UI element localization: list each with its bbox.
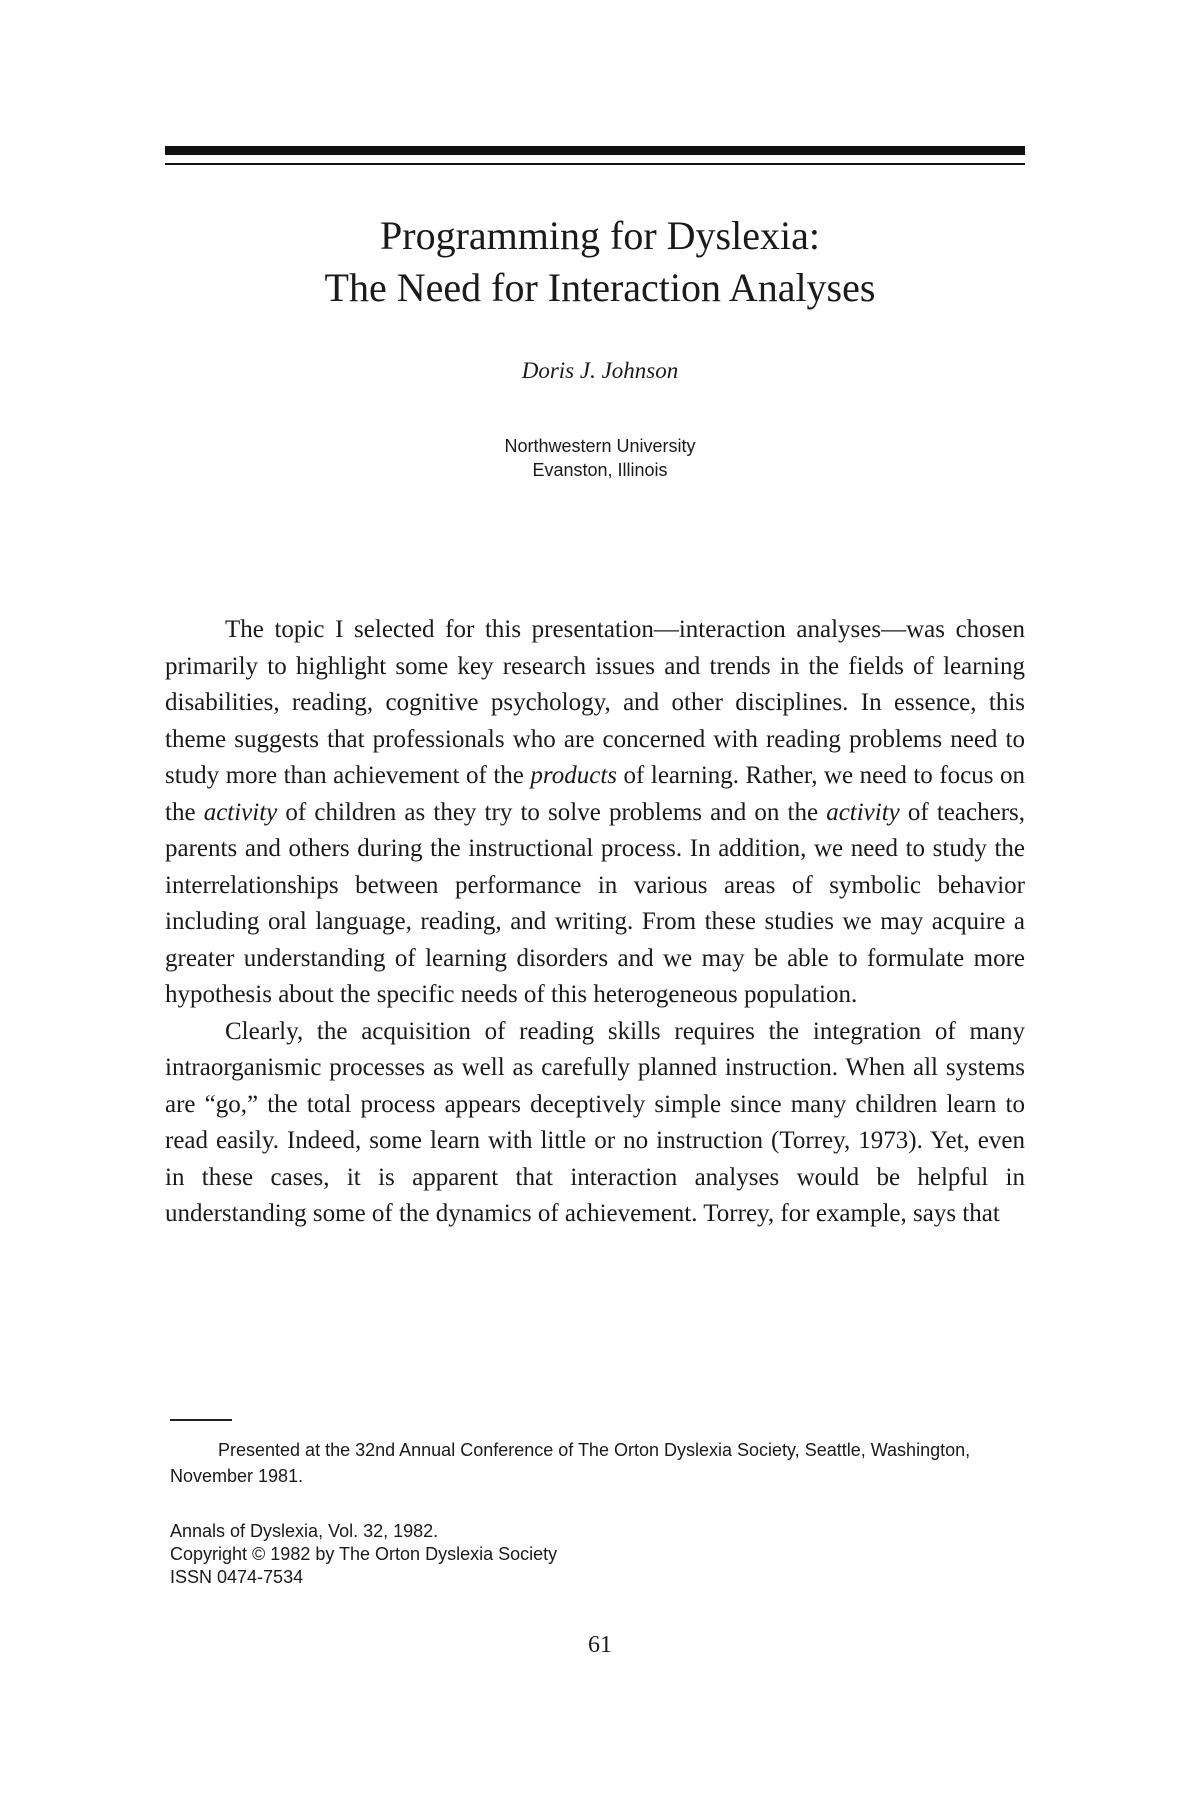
emphasis-products: products: [530, 762, 617, 789]
emphasis-activity: activity: [826, 798, 900, 826]
body-paragraph-1: [165, 612, 1025, 1014]
affiliation-location: Evanston, Illinois: [532, 460, 668, 480]
issn: ISSN 0474-7534: [170, 1567, 304, 1587]
body-text-run: The topic I selected for this presentation—interaction analyses—was chosen primarily to highlight some key research issues and trends in the fields of learning disabilities, reading, cognitive psychology, and other disciplines. In essence, this theme suggests that professionals who are concerned with reading problems need to study more than achievement of the: [165, 616, 1025, 789]
emphasis-activity: activity: [203, 798, 278, 826]
header-rule-thick: [165, 146, 1025, 155]
title-line-1: Programming for Dyslexia:: [380, 213, 820, 258]
affiliation-institution: Northwestern University: [504, 436, 696, 456]
body-paragraph-2: Clearly, the acquisition of reading skills requires the integration of many intraorganismic processes as well as carefully planned instruction. When all systems are “go,” the total process appears deceptively simple since many children learn to read easily. Indeed, some learn with little or no instruction (Torrey, 1973). Yet, even in these cases, it is apparent that interaction analyses would be helpful in understanding some of the dynamics of achievement. Torrey, for example, says that: [165, 1017, 1025, 1227]
journal-citation: Annals of Dyslexia, Vol. 32, 1982.: [170, 1521, 439, 1541]
author-name: Doris J. Johnson: [521, 358, 679, 383]
body-text-run: of teachers, parents and others during the instructional process. In addition, we need to study the interrelationships between performance in various areas of symbolic behavior including oral language, reading, and writing. From these studies we may acquire a greater understanding of learning disorders and we may be able to formulate more hypothesis about the specific needs of this heterogeneous population.: [165, 798, 1025, 1008]
footnote: Presented at the 32nd Annual Conference of The Orton Dyslexia Society, Seattle, Washington, November 1981.: [170, 1440, 971, 1486]
header-rule-thin: [165, 163, 1025, 165]
page-number: 61: [588, 1632, 612, 1658]
publication-info: [170, 1520, 1025, 1589]
copyright-notice: Copyright © 1982 by The Orton Dyslexia Society: [170, 1544, 558, 1564]
author-affiliation: [100, 434, 1100, 482]
body-text-run: of learning. Rather, we need to focus on the: [165, 762, 1025, 826]
footnote-rule: [170, 1419, 232, 1421]
title-line-2: The Need for Interaction Analyses: [324, 265, 876, 310]
body-text-run: of children as they try to solve problems and on the: [277, 798, 827, 826]
article-body: [165, 612, 1025, 1233]
article-title: [100, 210, 1100, 314]
